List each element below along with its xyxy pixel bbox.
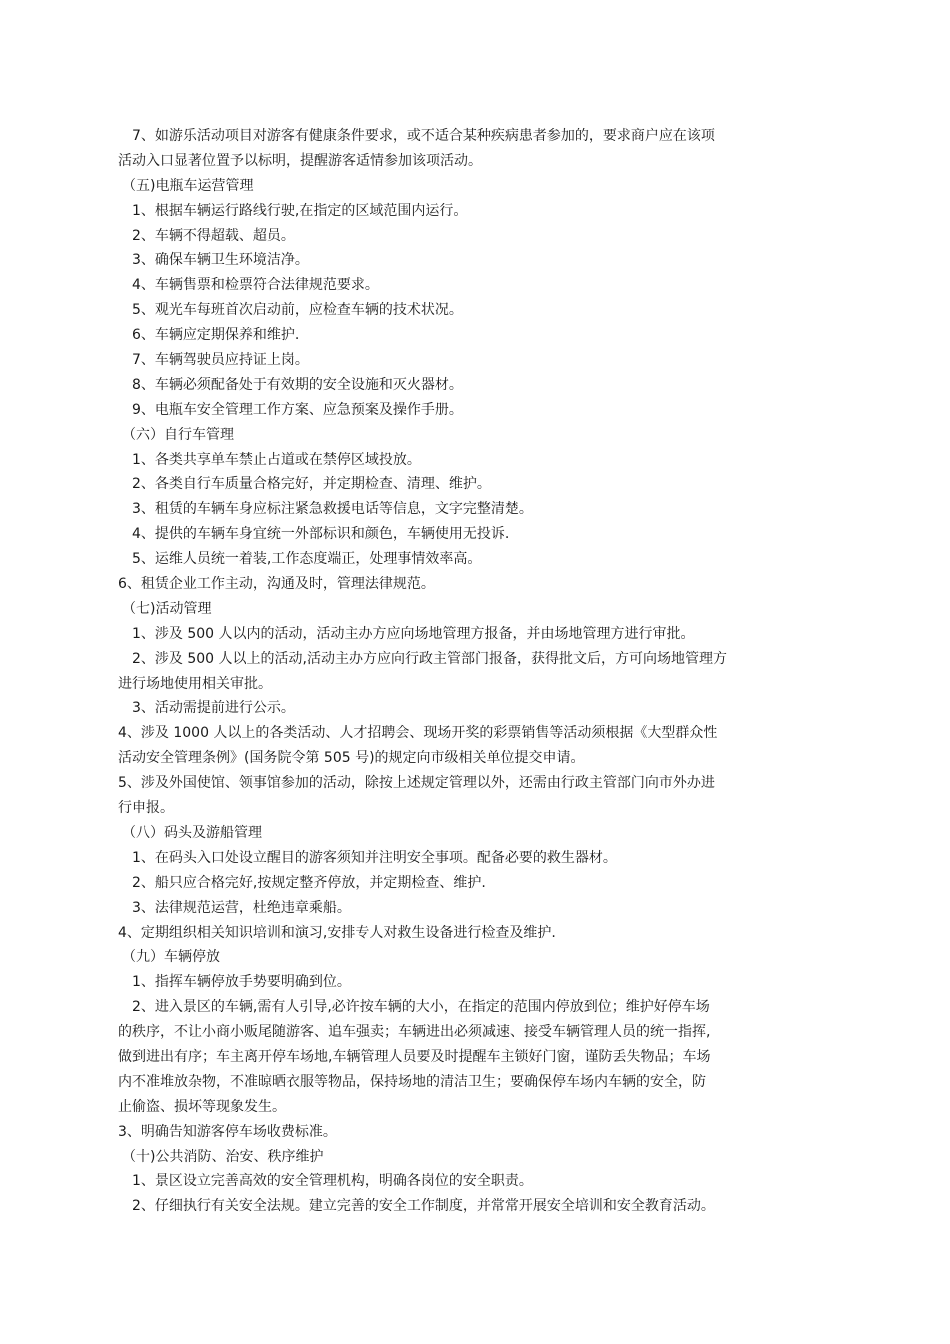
text-line: 6、车辆应定期保养和维护. bbox=[132, 327, 300, 344]
text-line: 1、景区设立完善高效的安全管理机构，明确各岗位的安全职责。 bbox=[132, 1173, 533, 1190]
text-line: 2、车辆不得超载、超员。 bbox=[132, 227, 295, 244]
text-line: 3、租赁的车辆车身应标注紧急救援电话等信息，文字完整清楚。 bbox=[132, 501, 533, 518]
text-line: （五)电瓶车运营管理 bbox=[122, 177, 254, 194]
text-line: 4、提供的车辆车身宜统一外部标识和颜色，车辆使用无投诉. bbox=[132, 526, 510, 543]
text-line: 4、车辆售票和检票符合法律规范要求。 bbox=[132, 277, 379, 294]
text-line: 3、确保车辆卫生环境洁净。 bbox=[132, 252, 309, 269]
text-line: 2、仔细执行有关安全法规。建立完善的安全工作制度，并常常开展安全培训和安全教育活动。 bbox=[132, 1198, 715, 1215]
text-line: 4、涉及 1000 人以上的各类活动、人才招聘会、现场开奖的彩票销售等活动须根据《大型群众性 bbox=[118, 725, 718, 742]
text-line: 5、观光车每班首次启动前，应检查车辆的技术状况。 bbox=[132, 302, 463, 319]
text-line: 3、活动需提前进行公示。 bbox=[132, 700, 295, 717]
text-line: 7、如游乐活动项目对游客有健康条件要求，或不适合某种疾病患者参加的，要求商户应在该项 bbox=[132, 128, 715, 144]
text-line: 2、各类自行车质量合格完好，并定期检查、清理、维护。 bbox=[132, 476, 491, 493]
text-line: 2、进入景区的车辆,需有人引导,必许按车辆的大小，在指定的范围内停放到位；维护好停车场 bbox=[132, 999, 710, 1016]
text-line: 止偷盗、损坏等现象发生。 bbox=[118, 1098, 286, 1115]
text-line: 4、定期组织相关知识培训和演习,安排专人对救生设备进行检查及维护. bbox=[118, 924, 556, 941]
text-line: 8、车辆必须配备处于有效期的安全设施和灭火器材。 bbox=[132, 376, 463, 393]
text-line: 1、根据车辆运行路线行驶,在指定的区域范围内运行。 bbox=[132, 202, 468, 219]
text-line: 1、涉及 500 人以内的活动，活动主办方应向场地管理方报备，并由场地管理方进行审批。 bbox=[132, 625, 695, 642]
text-line: 1、各类共享单车禁止占道或在禁停区域投放。 bbox=[132, 451, 421, 468]
text-line: 9、电瓶车安全管理工作方案、应急预案及操作手册。 bbox=[132, 401, 463, 418]
document-body bbox=[118, 124, 834, 1219]
text-line: 活动入口显著位置予以标明，提醒游客适情参加该项活动。 bbox=[118, 152, 482, 169]
text-line: 3、明确告知游客停车场收费标准。 bbox=[118, 1123, 337, 1140]
text-line: 6、租赁企业工作主动，沟通及时，管理法律规范。 bbox=[118, 576, 435, 593]
text-line: （九）车辆停放 bbox=[122, 949, 220, 966]
text-line: （十)公共消防、治安、秩序维护 bbox=[122, 1148, 324, 1165]
text-line: 1、在码头入口处设立醒目的游客须知并注明安全事项。配备必要的救生器材。 bbox=[132, 849, 617, 866]
text-line: 7、车辆驾驶员应持证上岗。 bbox=[132, 352, 309, 369]
text-line: 行申报。 bbox=[118, 800, 174, 817]
text-line: 5、运维人员统一着装,工作态度端正，处理事情效率高。 bbox=[132, 551, 482, 568]
text-line: 2、船只应合格完好,按规定整齐停放，并定期检查、维护. bbox=[132, 874, 486, 891]
text-line: （八）码头及游船管理 bbox=[122, 824, 262, 841]
text-line: 内不准堆放杂物，不准晾晒衣服等物品，保持场地的清洁卫生；要确保停车场内车辆的安全，防 bbox=[118, 1073, 706, 1090]
text-line: 活动安全管理条例》(国务院令第 505 号)的规定向市级相关单位提交申请。 bbox=[118, 750, 585, 767]
text-line: 的秩序，不让小商小贩尾随游客、追车强卖；车辆进出必须减速、接受车辆管理人员的统一指挥, bbox=[118, 1024, 711, 1041]
text-line: （七)活动管理 bbox=[122, 600, 212, 617]
text-line: 2、涉及 500 人以上的活动,活动主办方应向行政主管部门报备，获得批文后，方可向场地管理方 bbox=[132, 650, 727, 667]
text-line: （六）自行车管理 bbox=[122, 426, 234, 443]
text-line: 做到进出有序；车主离开停车场地,车辆管理人员要及时提醒车主锁好门窗，谨防丢失物品；车场 bbox=[118, 1048, 711, 1065]
text-line: 1、指挥车辆停放手势要明确到位。 bbox=[132, 974, 351, 991]
text-line: 3、法律规范运营，杜绝违章乘船。 bbox=[132, 899, 351, 916]
text-line: 5、涉及外国使馆、领事馆参加的活动，除按上述规定管理以外，还需由行政主管部门向市外办进 bbox=[118, 775, 715, 792]
text-line: 进行场地使用相关审批。 bbox=[118, 675, 272, 692]
